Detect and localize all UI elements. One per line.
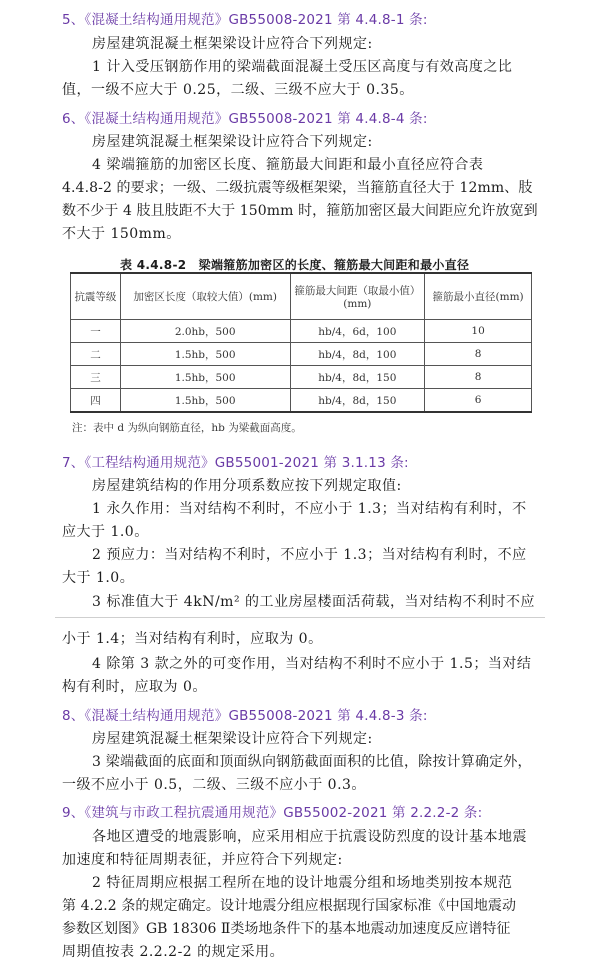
s6-line-2: 4 梁端箍筋的加密区长度、箍筋最大间距和最小直径应符合表 xyxy=(92,157,484,173)
table-header-cell: 箍筋最小直径(mm) xyxy=(425,273,532,320)
s7-line-1: 房屋建筑结构的作用分项系数应按下列规定取值: xyxy=(92,478,402,494)
s7-line-6: 3 标准值大于 4kN/m² 的工业房屋楼面活荷载，当对结构不利时不应 xyxy=(92,594,536,610)
table-cell: 8 xyxy=(425,366,532,389)
s8-line-2: 3 梁端截面的底面和顶面纵向钢筋截面面积的比值，除按计算确定外， xyxy=(92,754,532,770)
s9-line-5: 参数区划图》GB 18306 Ⅱ类场地条件下的基本地震动加速度反应谱特征 xyxy=(62,921,511,937)
s8-line-3: 一级不应小于 0.5，二级、三级不应小于 0.3。 xyxy=(62,777,366,793)
section-6-heading: 6、《混凝土结构通用规范》GB55008-2021 第 4.4.8-4 条: xyxy=(62,111,428,127)
table-header-cell: 箍筋最大间距（取最小值）(mm) xyxy=(290,273,425,320)
table-cell: 2.0hb，500 xyxy=(120,320,290,343)
table-header-cell: 抗震等级 xyxy=(71,273,121,320)
s9-line-1: 各地区遭受的地震影响，应采用相应于抗震设防烈度的设计基本地震 xyxy=(92,829,527,845)
s6-line-5: 不大于 150mm。 xyxy=(62,226,181,242)
table-row xyxy=(71,366,532,389)
table-cell: 1.5hb，500 xyxy=(120,366,290,389)
s7-line-4: 2 预应力：当对结构不利时，不应小于 1.3；当对结构有利时，不应 xyxy=(92,547,527,563)
s6-line-1: 房屋建筑混凝土框架梁设计应符合下列规定: xyxy=(92,134,373,150)
s7-line-5: 大于 1.0。 xyxy=(62,570,135,586)
table-row xyxy=(71,389,532,413)
table-cell: 四 xyxy=(71,389,121,413)
section-5-heading: 5、《混凝土结构通用规范》GB55008-2021 第 4.4.8-1 条: xyxy=(62,12,428,28)
table-caption: 表 4.4.8-2 梁端箍筋加密区的长度、箍筋最大间距和最小直径 xyxy=(120,258,470,272)
page-divider xyxy=(55,617,545,618)
s6-line-4: 数不少于 4 肢且肢距不大于 150mm 时，箍筋加密区最大间距应允许放宽到 xyxy=(62,203,538,219)
table-header-cell: 加密区长度（取较大值）(mm) xyxy=(120,273,290,320)
table-cell: 二 xyxy=(71,343,121,366)
table-cell: hb/4，8d，150 xyxy=(290,389,425,413)
section-8-heading: 8、《混凝土结构通用规范》GB55008-2021 第 4.4.8-3 条: xyxy=(62,708,428,724)
s8-line-1: 房屋建筑混凝土框架梁设计应符合下列规定: xyxy=(92,731,373,747)
s7-line-9: 构有利时，应取为 0。 xyxy=(62,679,207,695)
table-row xyxy=(71,343,532,366)
s9-line-2: 加速度和特征周期表征，并应符合下列规定: xyxy=(62,852,343,868)
table-cell: 一 xyxy=(71,320,121,343)
table-cell: 10 xyxy=(425,320,532,343)
stirrup-table xyxy=(70,272,532,413)
table-header-row xyxy=(71,273,532,320)
table-cell: 1.5hb，500 xyxy=(120,343,290,366)
section-7-heading: 7、《工程结构通用规范》GB55001-2021 第 3.1.13 条: xyxy=(62,455,409,471)
table-cell: hb/4，8d，150 xyxy=(290,366,425,389)
table-row xyxy=(71,320,532,343)
s5-line-1: 房屋建筑混凝土框架梁设计应符合下列规定: xyxy=(92,36,373,52)
s6-line-3: 4.4.8-2 的要求；一级、二级抗震等级框架梁，当箍筋直径大于 12mm、肢 xyxy=(62,180,533,196)
table-note: 注：表中 d 为纵向钢筋直径，hb 为梁截面高度。 xyxy=(72,422,302,434)
table-cell: hb/4，6d，100 xyxy=(290,320,425,343)
s7-line-7: 小于 1.4；当对结构有利时，应取为 0。 xyxy=(62,631,323,647)
table-cell: 8 xyxy=(425,343,532,366)
s5-line-2: 1 计入受压钢筋作用的梁端截面混凝土受压区高度与有效高度之比 xyxy=(92,59,513,75)
s9-line-3: 2 特征周期应根据工程所在地的设计地震分组和场地类别按本规范 xyxy=(92,875,513,891)
s9-line-4: 第 4.2.2 条的规定确定。设计地震分组应根据现行国家标准《中国地震动 xyxy=(62,898,517,914)
s5-line-3: 值，一级不应大于 0.25，二级、三级不应大于 0.35。 xyxy=(62,82,414,98)
table-cell: 三 xyxy=(71,366,121,389)
s9-line-6: 周期值按表 2.2.2-2 的规定采用。 xyxy=(62,944,285,960)
table-cell: hb/4，8d，100 xyxy=(290,343,425,366)
table-cell: 6 xyxy=(425,389,532,413)
section-9-heading: 9、《建筑与市政工程抗震通用规范》GB55002-2021 第 2.2.2-2 条: xyxy=(62,805,483,821)
s7-line-3: 应大于 1.0。 xyxy=(62,524,149,540)
s7-line-8: 4 除第 3 款之外的可变作用，当对结构不利时不应小于 1.5；当对结 xyxy=(92,656,532,672)
table-cell: 1.5hb，500 xyxy=(120,389,290,413)
s7-line-2: 1 永久作用：当对结构不利时，不应小于 1.3；当对结构有利时，不 xyxy=(92,501,527,517)
